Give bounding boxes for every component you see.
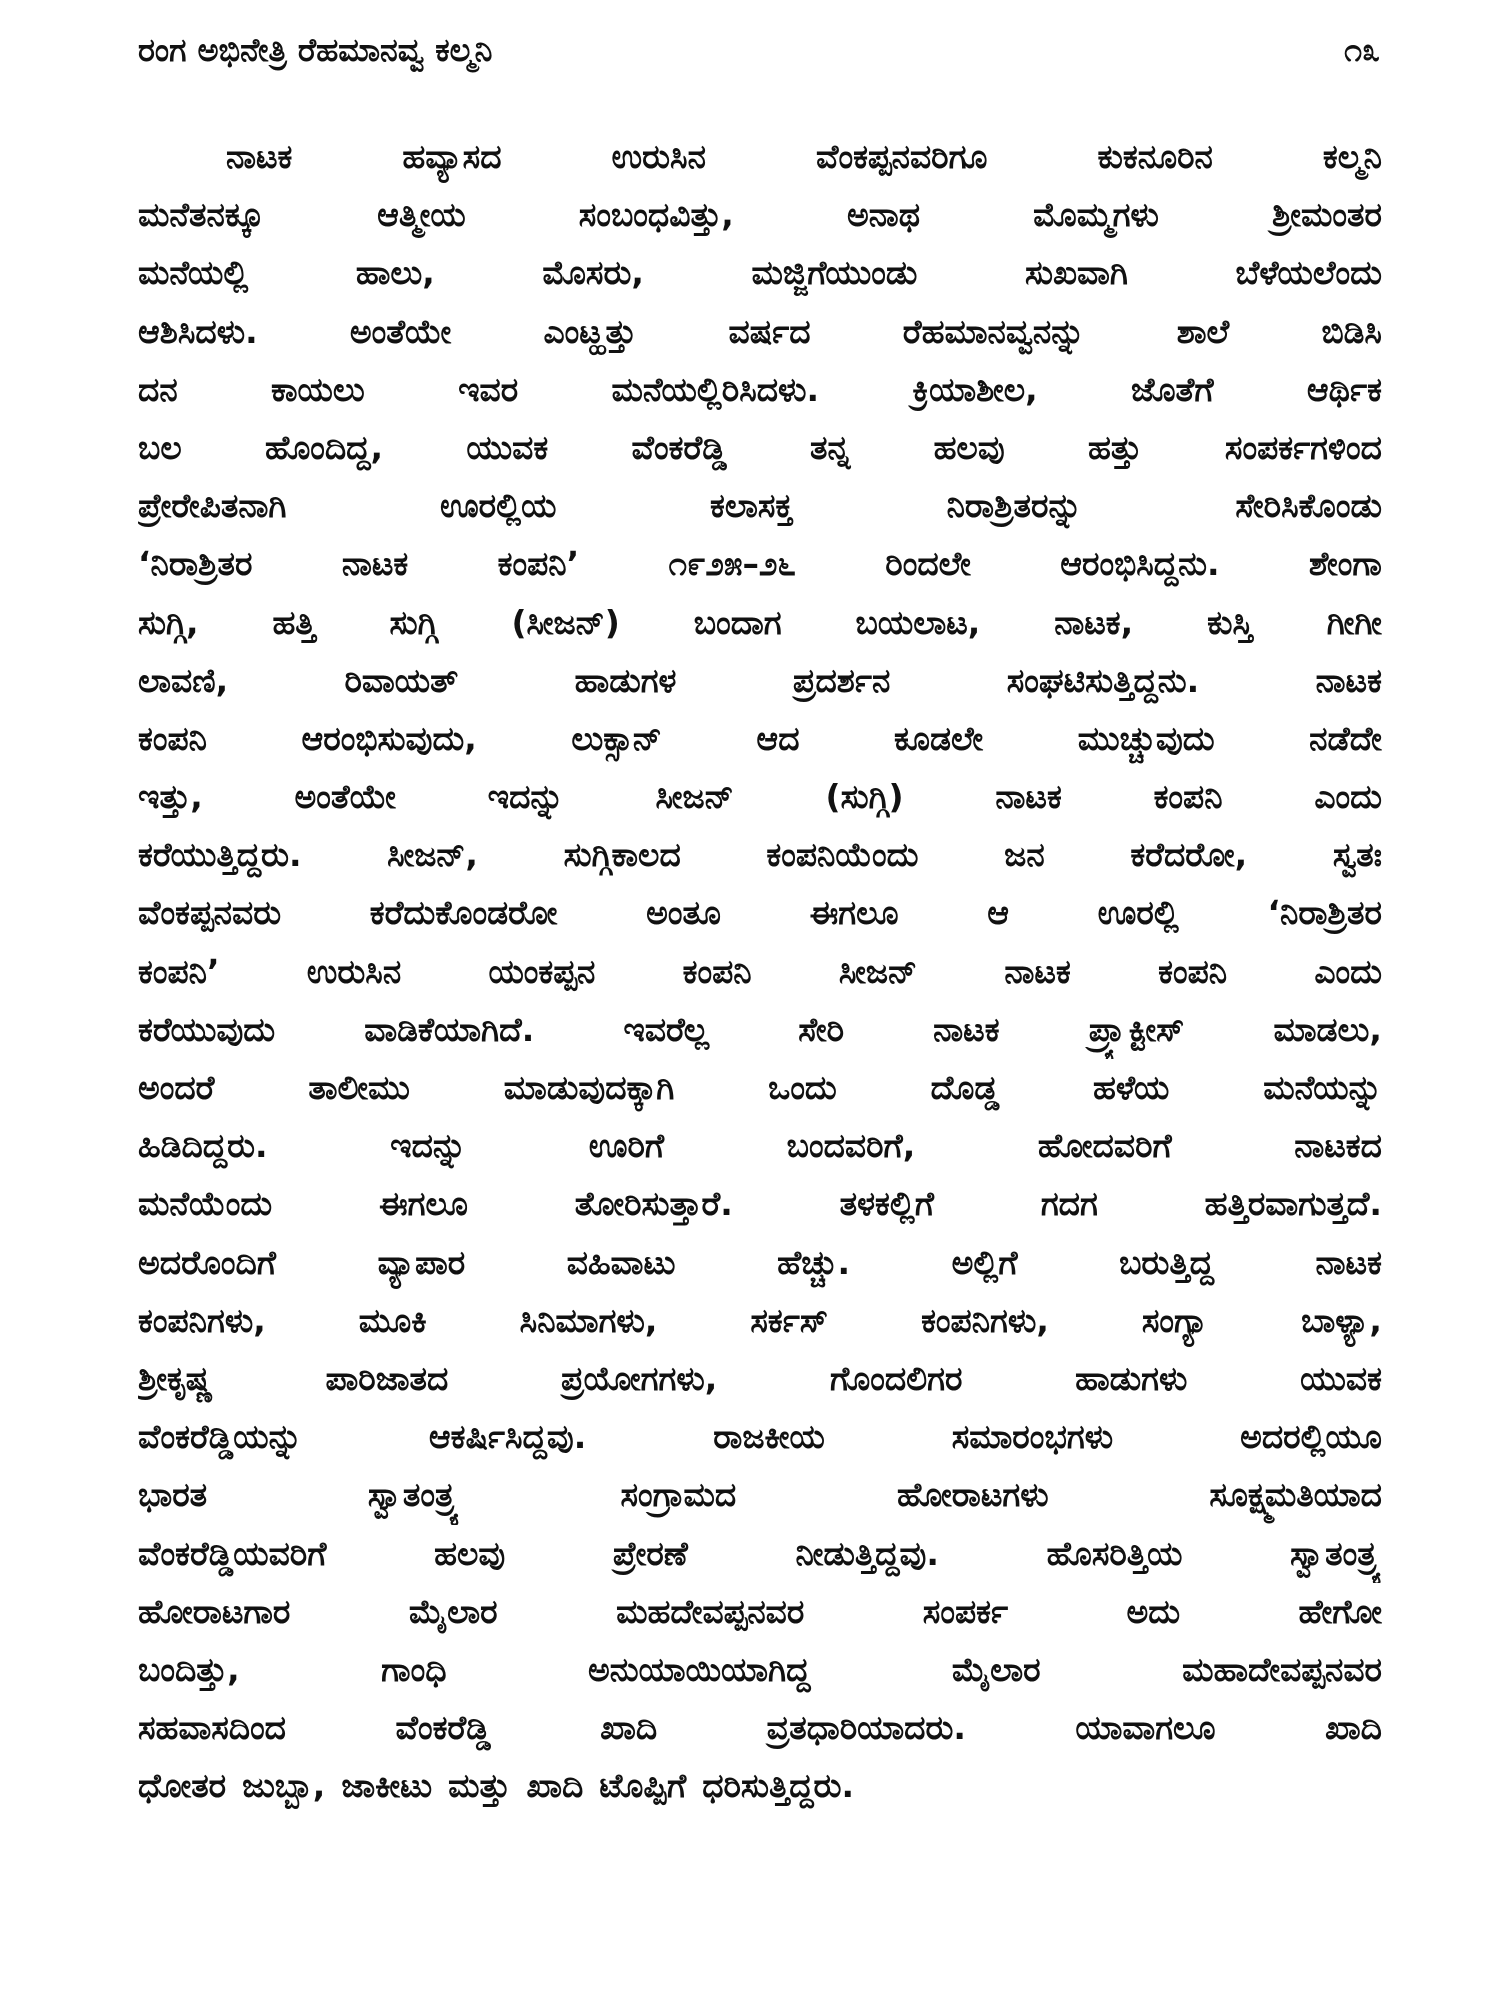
text-line: ಮನೆಯೆಂದು ಈಗಲೂ ತೋರಿಸುತ್ತಾರೆ. ತಳಕಲ್ಲಿಗೆ ಗದಗ ಹತ್ತಿರವಾಗುತ್ತದೆ. xyxy=(138,1184,1382,1224)
text-line: ‘ನಿರಾಶ್ರಿತರ ನಾಟಕ ಕಂಪನಿ’ ೧೯೨೫–೨೬ ರಿಂದಲೇ ಆರಂಭಿಸಿದ್ದನು. ಶೇಂಗಾ xyxy=(138,544,1382,584)
text-line: ಶ್ರೀಕೃಷ್ಣ ಪಾರಿಜಾತದ ಪ್ರಯೋಗಗಳು, ಗೊಂದಲಿಗರ ಹಾಡುಗಳು ಯುವಕ xyxy=(138,1358,1382,1398)
text-line: ಬಲ ಹೊಂದಿದ್ದ, ಯುವಕ ವೆಂಕರೆಡ್ಡಿ ತನ್ನ ಹಲವು ಹತ್ತು ಸಂಪರ್ಕಗಳಿಂದ xyxy=(138,427,1382,467)
text-line: ಲಾವಣಿ, ರಿವಾಯತ್ ಹಾಡುಗಳ ಪ್ರದರ್ಶನ ಸಂಘಟಿಸುತ್ತಿದ್ದನು. ನಾಟಕ xyxy=(138,660,1382,700)
text-line: ಸಹವಾಸದಿಂದ ವೆಂಕರೆಡ್ಡಿ ಖಾದಿ ವ್ರತಧಾರಿಯಾದರು. ಯಾವಾಗಲೂ ಖಾದಿ xyxy=(138,1708,1382,1748)
text-line: ಕರೆಯುವುದು ವಾಡಿಕೆಯಾಗಿದೆ. ಇವರೆಲ್ಲ ಸೇರಿ ನಾಟಕ ಪ್ರ್ಯಾಕ್ಟೀಸ್ ಮಾಡಲು, xyxy=(138,1009,1382,1049)
page-number: ೧೩ xyxy=(1344,30,1380,69)
text-line: ಅದರೊಂದಿಗೆ ವ್ಯಾಪಾರ ವಹಿವಾಟು ಹೆಚ್ಚು. ಅಲ್ಲಿಗೆ ಬರುತ್ತಿದ್ದ ನಾಟಕ xyxy=(138,1242,1382,1282)
paragraph-body xyxy=(138,128,1382,1815)
text-line: ವೆಂಕಪ್ಪನವರು ಕರೆದುಕೊಂಡರೋ ಅಂತೂ ಈಗಲೂ ಆ ಊರಲ್ಲಿ ‘ನಿರಾಶ್ರಿತರ xyxy=(138,893,1382,933)
text-line: ಮನೆತನಕ್ಕೂ ಆತ್ಮೀಯ ಸಂಬಂಧವಿತ್ತು, ಅನಾಥ ಮೊಮ್ಮಗಳು ಶ್ರೀಮಂತರ xyxy=(138,195,1382,235)
text-line: ನಾಟಕ ಹವ್ಯಾಸದ ಉರುಸಿನ ವೆಂಕಪ್ಪನವರಿಗೂ ಕುಕನೂರಿನ ಕಲ್ಮನಿ xyxy=(226,137,1382,176)
text-line: ಸುಗ್ಗಿ, ಹತ್ತಿ ಸುಗ್ಗಿ (ಸೀಜನ್) ಬಂದಾಗ ಬಯಲಾಟ, ನಾಟಕ, ಕುಸ್ತಿ ಗೀಗೀ xyxy=(138,602,1382,642)
text-line: ಪ್ರೇರೇಪಿತನಾಗಿ ಊರಲ್ಲಿಯ ಕಲಾಸಕ್ತ ನಿರಾಶ್ರಿತರನ್ನು ಸೇರಿಸಿಕೊಂಡು xyxy=(138,486,1382,526)
text-line: ಹಿಡಿದಿದ್ದರು. ಇದನ್ನು ಊರಿಗೆ ಬಂದವರಿಗೆ, ಹೋದವರಿಗೆ ನಾಟಕದ xyxy=(138,1126,1382,1166)
text-line: ಕಂಪನಿ’ ಉರುಸಿನ ಯಂಕಪ್ಪನ ಕಂಪನಿ ಸೀಜನ್ ನಾಟಕ ಕಂಪನಿ ಎಂದು xyxy=(138,951,1382,991)
text-line: ಮನೆಯಲ್ಲಿ ಹಾಲು, ಮೊಸರು, ಮಜ್ಜಿಗೆಯುಂಡು ಸುಖವಾಗಿ ಬೆಳೆಯಲೆಂದು xyxy=(138,253,1382,293)
text-line: ಭಾರತ ಸ್ವಾತಂತ್ರ್ಯ ಸಂಗ್ರಾಮದ ಹೋರಾಟಗಳು ಸೂಕ್ಷ್ಮಮತಿಯಾದ xyxy=(138,1475,1382,1515)
text-line: ಕಂಪನಿಗಳು, ಮೂಕಿ ಸಿನಿಮಾಗಳು, ಸರ್ಕಸ್ ಕಂಪನಿಗಳು, ಸಂಗ್ಯಾ ಬಾಳ್ಯಾ, xyxy=(138,1300,1382,1340)
running-title: ರಂಗ ಅಭಿನೇತ್ರಿ ರೆಹಮಾನವ್ವ ಕಲ್ಮನಿ xyxy=(138,30,493,69)
text-line: ಕರೆಯುತ್ತಿದ್ದರು. ಸೀಜನ್, ಸುಗ್ಗಿಕಾಲದ ಕಂಪನಿಯೆಂದು ಜನ ಕರೆದರೋ, ಸ್ವತಃ xyxy=(138,835,1382,875)
text-line: ಅಂದರೆ ತಾಲೀಮು ಮಾಡುವುದಕ್ಕಾಗಿ ಒಂದು ದೊಡ್ಡ ಹಳೆಯ ಮನೆಯನ್ನು xyxy=(138,1068,1382,1107)
text-line: ವೆಂಕರೆಡ್ಡಿಯವರಿಗೆ ಹಲವು ಪ್ರೇರಣೆ ನೀಡುತ್ತಿದ್ದವು. ಹೊಸರಿತ್ತಿಯ ಸ್ವಾತಂತ್ರ್ಯ xyxy=(138,1533,1382,1573)
text-line: ವೆಂಕರೆಡ್ಡಿಯನ್ನು ಆಕರ್ಷಿಸಿದ್ದವು. ರಾಜಕೀಯ ಸಮಾರಂಭಗಳು ಅದರಲ್ಲಿಯೂ xyxy=(138,1417,1382,1457)
text-line: ಇತ್ತು, ಅಂತೆಯೇ ಇದನ್ನು ಸೀಜನ್ (ಸುಗ್ಗಿ) ನಾಟಕ ಕಂಪನಿ ಎಂದು xyxy=(138,777,1382,817)
text-line: ಧೋತರ ಜುಬ್ಬಾ, ಜಾಕೀಟು ಮತ್ತು ಖಾದಿ ಟೊಪ್ಪಿಗೆ ಧರಿಸುತ್ತಿದ್ದರು. xyxy=(138,1766,855,1806)
text-line: ಆಶಿಸಿದಳು. ಅಂತೆಯೇ ಎಂಟ್ಹತ್ತು ವರ್ಷದ ರೆಹಮಾನವ್ವನನ್ನು ಶಾಲೆ ಬಿಡಿಸಿ xyxy=(138,311,1382,351)
text-line: ಹೋರಾಟಗಾರ ಮೈಲಾರ ಮಹದೇವಪ್ಪನವರ ಸಂಪರ್ಕ ಅದು ಹೇಗೋ xyxy=(138,1591,1382,1631)
text-line: ಬಂದಿತ್ತು, ಗಾಂಧಿ ಅನುಯಾಯಿಯಾಗಿದ್ದ ಮೈಲಾರ ಮಹಾದೇವಪ್ಪನವರ xyxy=(138,1649,1382,1689)
running-header xyxy=(138,22,1380,78)
text-line: ದನ ಕಾಯಲು ಇವರ ಮನೆಯಲ್ಲಿರಿಸಿದಳು. ಕ್ರಿಯಾಶೀಲ, ಜೊತೆಗೆ ಆರ್ಥಿಕ xyxy=(138,369,1382,409)
text-line: ಕಂಪನಿ ಆರಂಭಿಸುವುದು, ಲುಕ್ಸಾನ್ ಆದ ಕೂಡಲೇ ಮುಚ್ಚುವುದು ನಡೆದೇ xyxy=(138,718,1382,758)
